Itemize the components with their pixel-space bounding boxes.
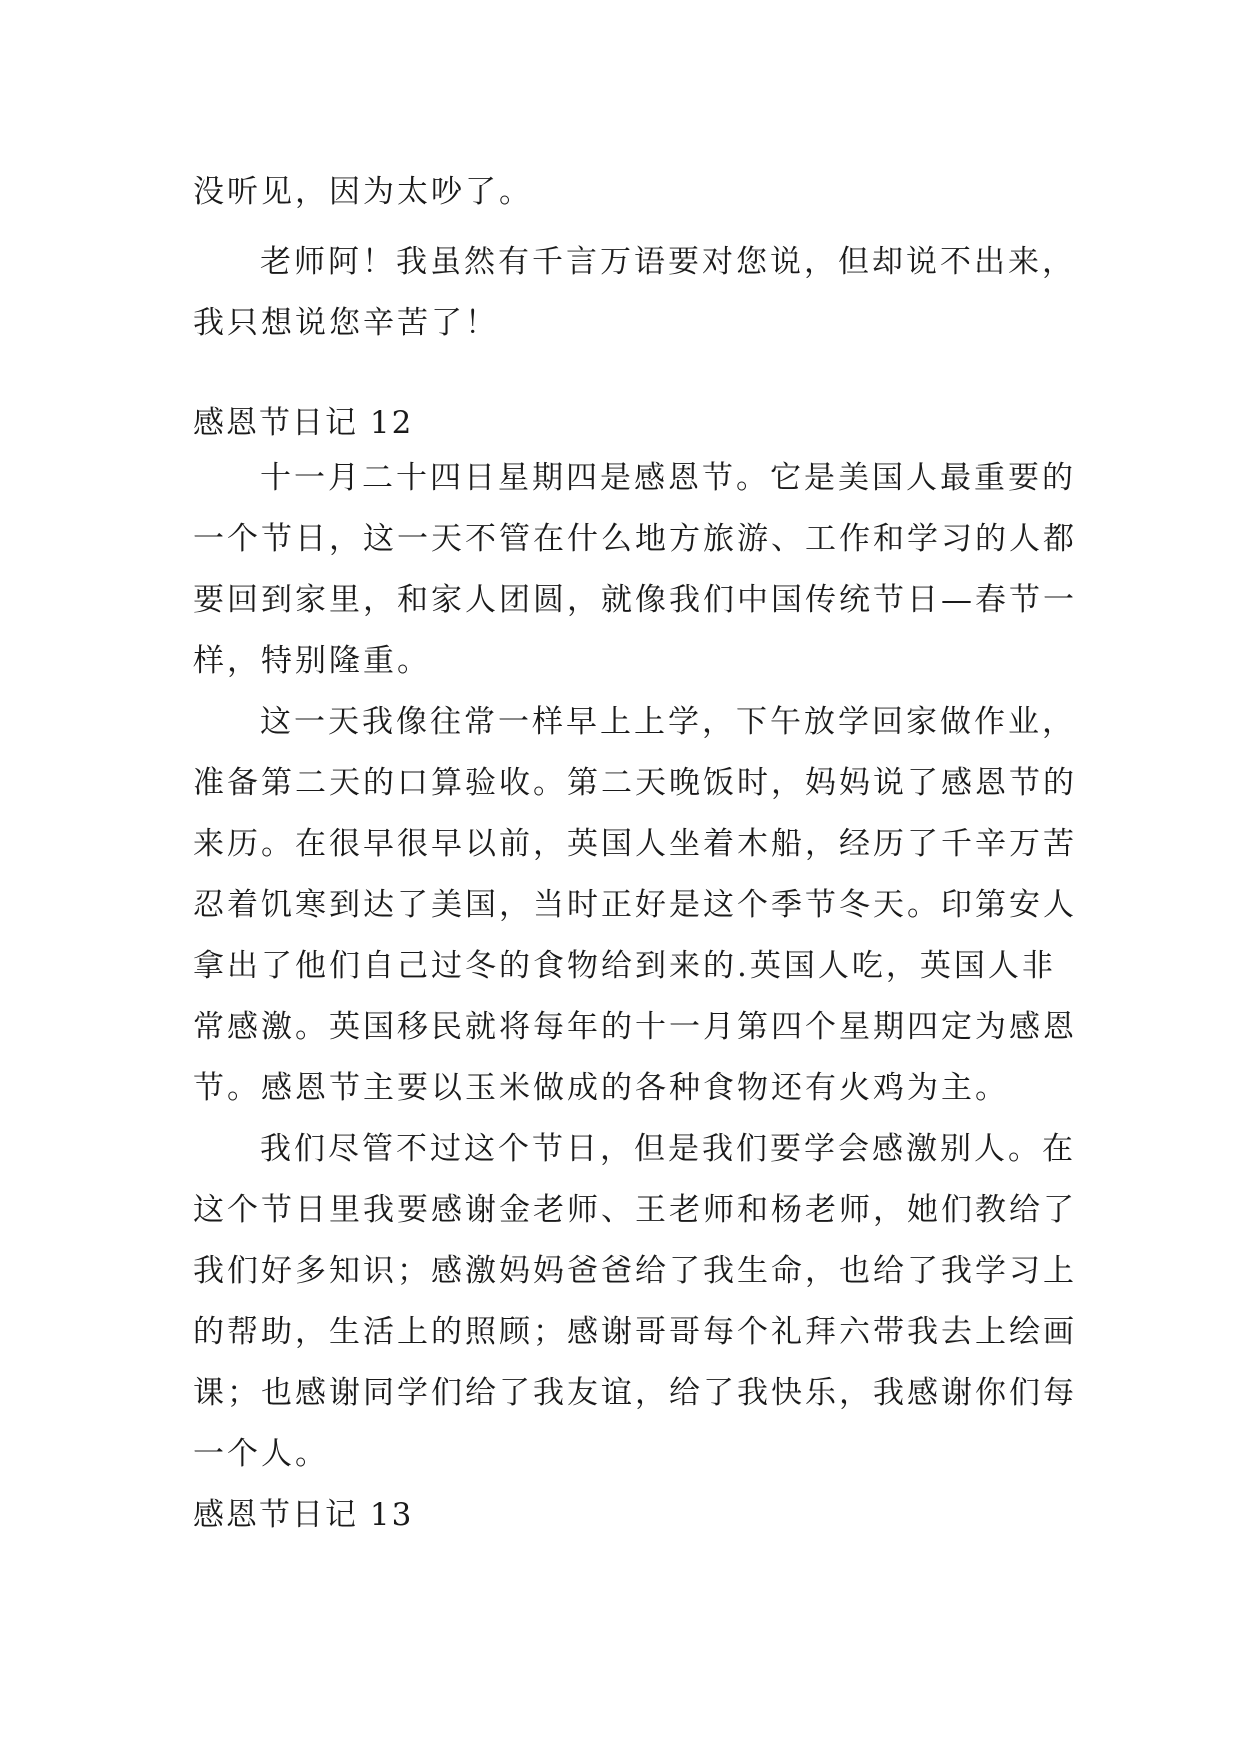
paragraph-line: 老师阿！我虽然有千言万语要对您说，但却说不出来， <box>260 244 1076 280</box>
paragraph-line: 一个节日，这一天不管在什么地方旅游、工作和学习的人都 <box>193 521 1077 557</box>
paragraph-line: 的帮助，生活上的照顾；感谢哥哥每个礼拜六带我去上绘画 <box>193 1314 1077 1350</box>
paragraph-line: 忍着饥寒到达了美国，当时正好是这个季节冬天。印第安人 <box>193 887 1077 923</box>
paragraph-line: 我只想说您辛苦了！ <box>193 305 499 341</box>
paragraph-line: 要回到家里，和家人团圆，就像我们中国传统节日—春节一 <box>193 582 1077 618</box>
paragraph-line: 常感激。英国移民就将每年的十一月第四个星期四定为感恩 <box>193 1009 1077 1045</box>
paragraph-line: 十一月二十四日星期四是感恩节。它是美国人最重要的 <box>260 460 1076 496</box>
paragraph-line: 拿出了他们自己过冬的食物给到来的.英国人吃，英国人非 <box>193 948 1056 984</box>
paragraph-line: 节。感恩节主要以玉米做成的各种食物还有火鸡为主。 <box>193 1070 1009 1106</box>
entry-12-body <box>193 448 1077 1485</box>
previous-entry-tail <box>193 162 1076 354</box>
paragraph-line: 没听见，因为太吵了。 <box>193 174 533 210</box>
paragraph-line: 课；也感谢同学们给了我友谊，给了我快乐，我感谢你们每 <box>193 1375 1077 1411</box>
entry-heading-13: 感恩节日记 13 <box>193 1497 414 1533</box>
paragraph-line: 样，特别隆重。 <box>193 643 431 679</box>
paragraph-line: 这个节日里我要感谢金老师、王老师和杨老师，她们教给了 <box>193 1192 1077 1228</box>
paragraph-line: 准备第二天的口算验收。第二天晚饭时，妈妈说了感恩节的 <box>193 765 1077 801</box>
paragraph-line: 一个人。 <box>193 1436 329 1472</box>
paragraph-line: 我们尽管不过这个节日，但是我们要学会感激别人。在 <box>260 1131 1076 1167</box>
paragraph-line: 我们好多知识；感激妈妈爸爸给了我生命，也给了我学习上 <box>193 1253 1077 1289</box>
entry-heading-12: 感恩节日记 12 <box>193 405 414 441</box>
paragraph-line: 来历。在很早很早以前，英国人坐着木船，经历了千辛万苦 <box>193 826 1077 862</box>
paragraph-line: 这一天我像往常一样早上上学，下午放学回家做作业， <box>260 704 1076 740</box>
